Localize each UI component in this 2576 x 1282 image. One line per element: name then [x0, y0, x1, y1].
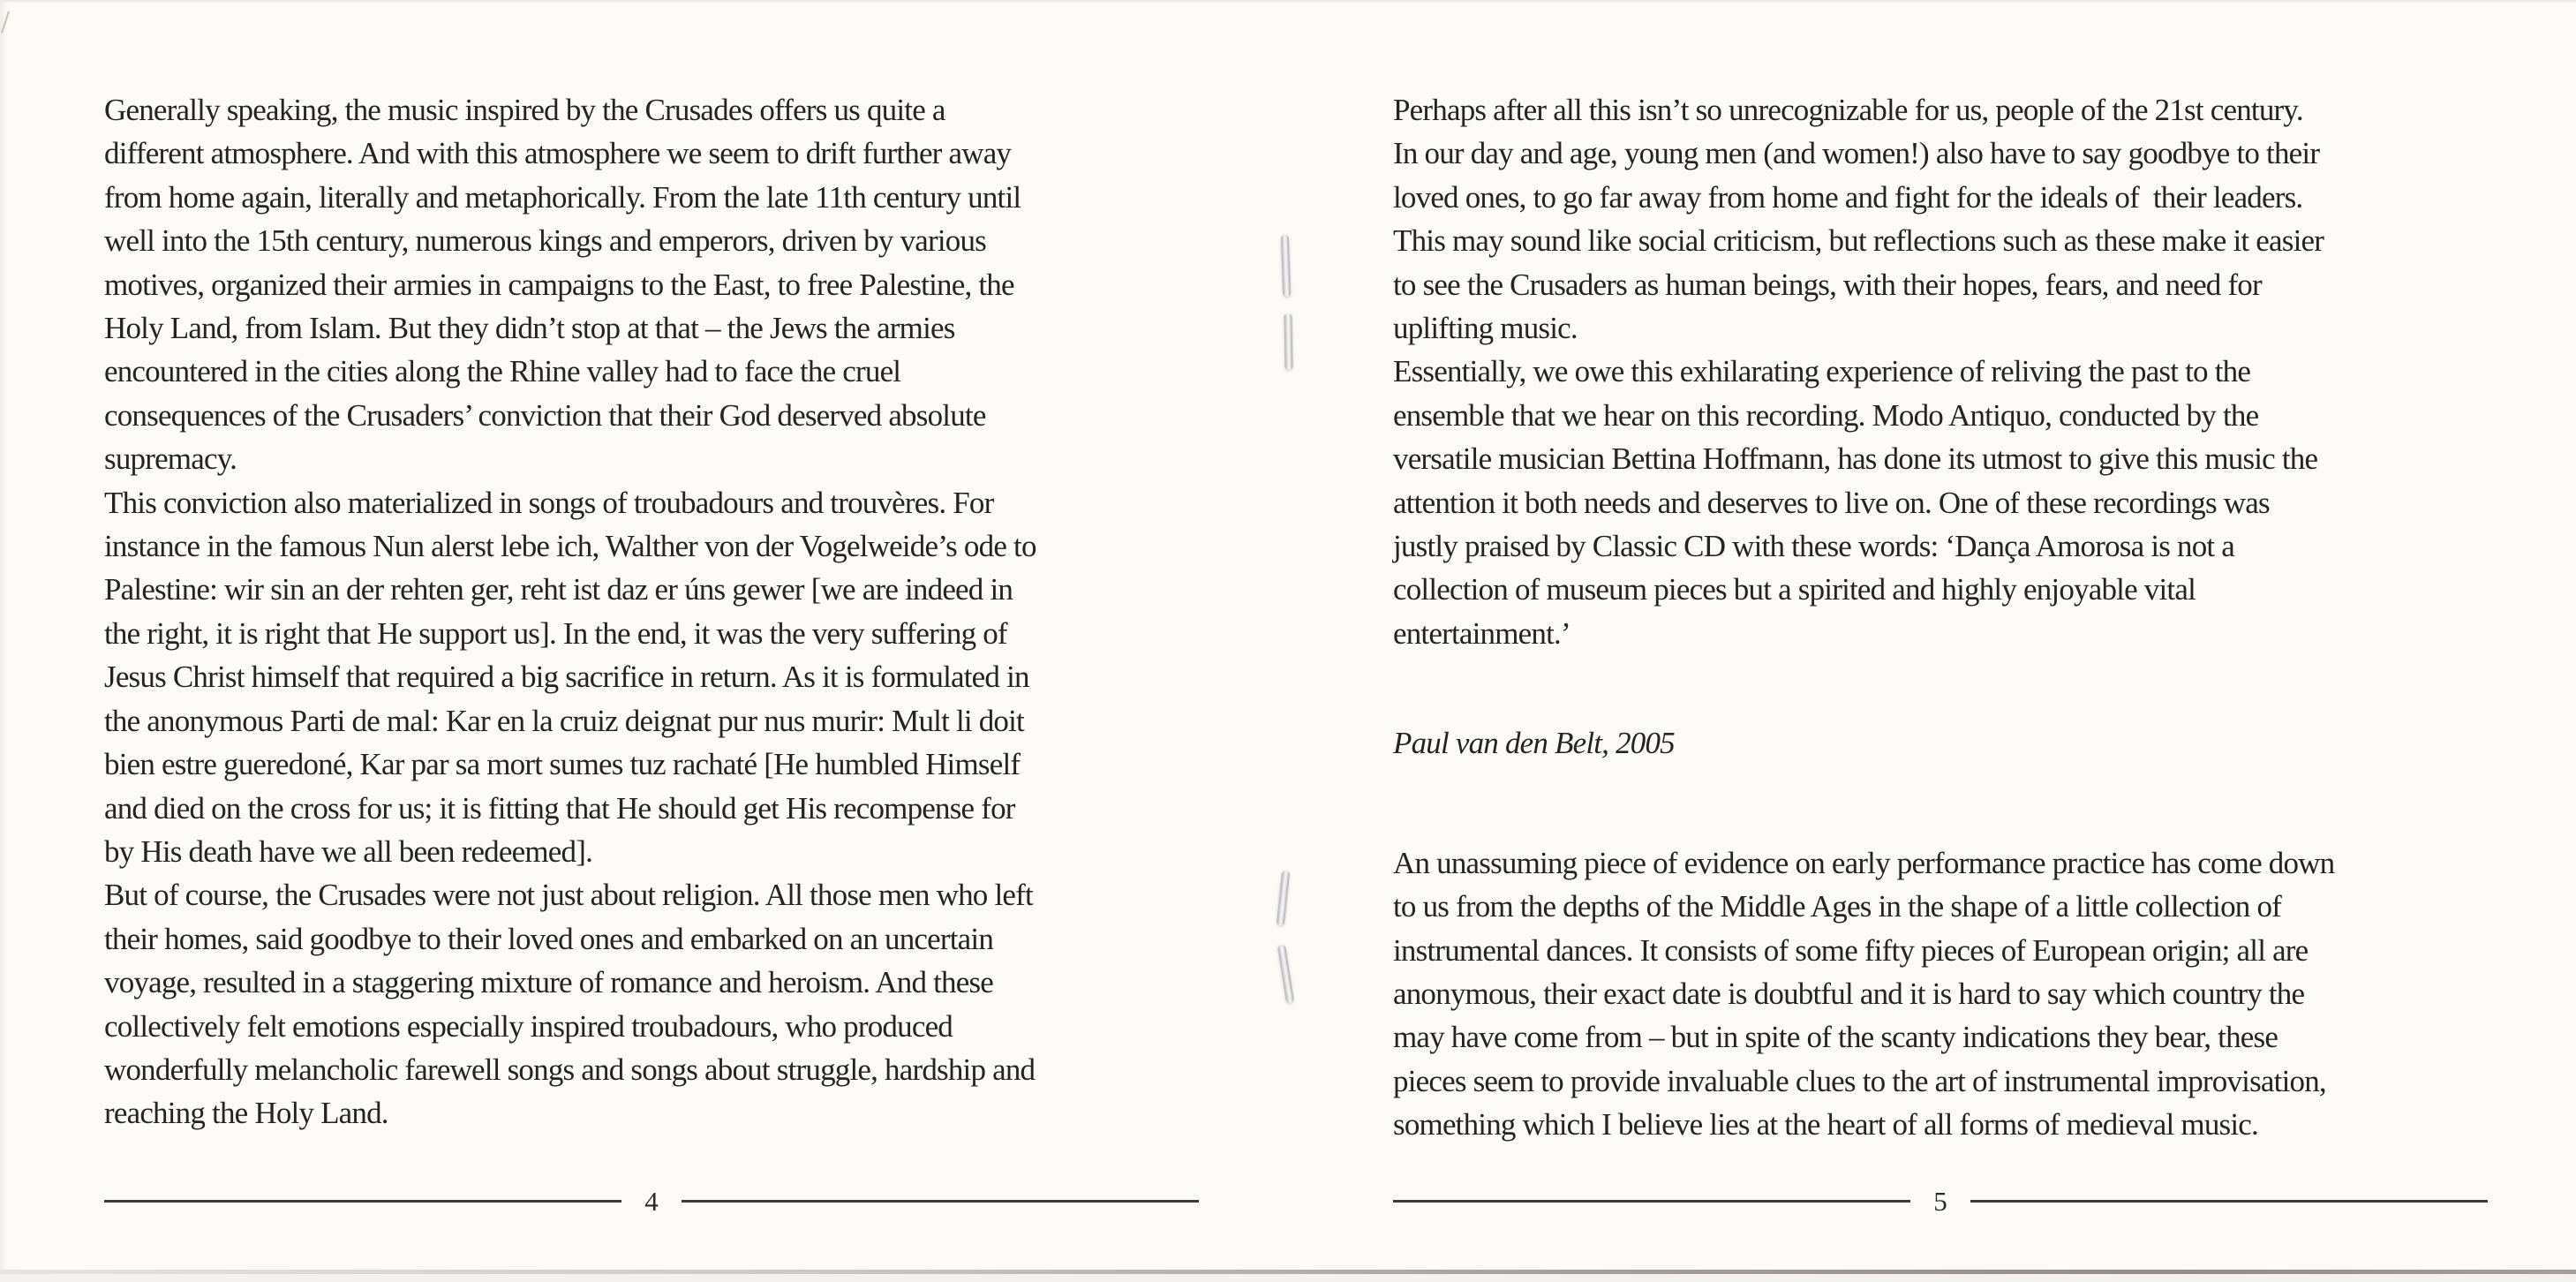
author-attribution: Paul van den Belt, 2005	[1393, 726, 1675, 761]
staple-leg	[1277, 945, 1294, 1004]
scan-left-edge	[0, 0, 8, 1282]
left-page-number: 4	[644, 1185, 659, 1217]
text-line: wonderfully melancholic farewell songs and songs about struggle, hardship and	[104, 1052, 1036, 1087]
text-line: the right, it is right that He support us]. In the end, it was the very suffering of	[104, 615, 1007, 651]
text-line: consequences of the Crusaders’ conviction that their God deserved absolute	[104, 397, 986, 433]
text-line: supremacy.	[104, 441, 237, 477]
text-line: reaching the Holy Land.	[104, 1096, 388, 1131]
staple-leg	[1284, 313, 1292, 370]
left-paragraph-2	[104, 481, 1252, 874]
text-line: Perhaps after all this isn’t so unrecognizable for us, people of the 21st century.	[1393, 93, 2303, 127]
left-page-footer	[104, 1181, 1199, 1220]
text-line: Generally speaking, the music inspired by the Crusades offers us quite a	[104, 93, 945, 127]
text-line: motives, organized their armies in campaigns to the East, to free Palestine, the	[104, 267, 1014, 302]
footer-rule	[1970, 1200, 2488, 1203]
text-line: collectively felt emotions especially inspired troubadours, who produced	[104, 1008, 953, 1044]
text-line: bien estre gueredoné, Kar par sa mort sumes tuz rachaté [He humbled Himself	[104, 747, 1021, 782]
text-line: In our day and age, young men (and women!) also have to say goodbye to their	[1393, 136, 2320, 171]
text-line: attention it both needs and deserves to live on. One of these recordings was	[1393, 485, 2270, 520]
text-line: ensemble that we hear on this recording. Modo Antiquo, conducted by the	[1393, 397, 2259, 433]
footer-rule	[104, 1200, 621, 1203]
right-text-column	[1393, 88, 2541, 1147]
right-page-footer	[1393, 1181, 2488, 1220]
left-paragraph-1	[104, 88, 1252, 481]
text-line: uplifting music.	[1393, 311, 1578, 346]
text-line: loved ones, to go far away from home and fight for the ideals of their leaders.	[1393, 179, 2303, 215]
text-line: voyage, resulted in a staggering mixture of romance and heroism. And these	[104, 965, 994, 1000]
text-line: instrumental dances. It consists of some fifty pieces of European origin; all are	[1393, 932, 2309, 968]
text-line: An unassuming piece of evidence on early performance practice has come down	[1393, 845, 2335, 880]
text-line: by His death have we all been redeemed].	[104, 833, 593, 869]
right-page-number: 5	[1933, 1185, 1947, 1217]
text-line: well into the 15th century, numerous kings and emperors, driven by various	[104, 223, 987, 259]
text-line: to us from the depths of the Middle Ages in the shape of a little collection of	[1393, 889, 2282, 924]
text-line: Jesus Christ himself that required a big sacrifice in return. As it is formulated in	[104, 660, 1029, 695]
text-line: pieces seem to provide invaluable clues to the art of instrumental improvisation,	[1393, 1063, 2326, 1098]
text-line: Holy Land, from Islam. But they didn’t stop at that – the Jews the armies	[104, 311, 955, 346]
text-line: This conviction also materialized in songs of troubadours and trouvères. For	[104, 485, 994, 520]
text-line: justly praised by Classic CD with these words: ‘Dança Amorosa is not a	[1393, 529, 2235, 564]
text-line: Palestine: wir sin an der rehten ger, reht ist daz er úns gewer [we are indeed in	[104, 572, 1013, 607]
text-line: instance in the famous Nun alerst lebe ich, Walther von der Vogelweide’s ode to	[104, 529, 1036, 564]
text-line: collection of museum pieces but a spirited and highly enjoyable vital	[1393, 572, 2196, 607]
text-line: may have come from – but in spite of the scanty indications they bear, these	[1393, 1020, 2278, 1055]
text-line: Essentially, we owe this exhilarating experience of reliving the past to the	[1393, 354, 2251, 389]
scan-top-edge	[0, 0, 2576, 4]
left-paragraph-3	[104, 873, 1252, 1135]
text-line: But of course, the Crusades were not just about religion. All those men who left	[104, 878, 1033, 913]
text-line: different atmosphere. And with this atmosphere we seem to drift further away	[104, 136, 1012, 171]
text-line: from home again, literally and metaphorically. From the late 11th century until	[104, 179, 1021, 215]
closing-paragraph	[1393, 841, 2541, 1147]
staple-leg	[1281, 235, 1291, 297]
footer-rule	[682, 1200, 1199, 1203]
text-line: This may sound like social criticism, but reflections such as these make it easier	[1393, 223, 2324, 259]
text-line: something which I believe lies at the heart of all forms of medieval music.	[1393, 1107, 2258, 1142]
footer-rule	[1393, 1200, 1910, 1203]
text-line: versatile musician Bettina Hoffmann, has done its utmost to give this music the	[1393, 441, 2318, 477]
text-line: anonymous, their exact date is doubtful and it is hard to say which country the	[1393, 976, 2305, 1011]
staple-leg	[1277, 871, 1290, 926]
text-line: the anonymous Parti de mal: Kar en la cruiz deignat pur nus murir: Mult li doit	[104, 703, 1024, 738]
text-line: entertainment.’	[1393, 615, 1570, 651]
text-line: their homes, said goodbye to their loved ones and embarked on an uncertain	[104, 921, 994, 956]
text-line: and died on the cross for us; it is fitting that He should get His recompense for	[104, 790, 1015, 826]
left-text-column	[104, 88, 1252, 1135]
text-line: to see the Crusaders as human beings, with their hopes, fears, and need for	[1393, 267, 2262, 302]
scan-bottom-strip	[0, 1274, 2576, 1282]
right-paragraph-1	[1393, 88, 2541, 350]
text-line: encountered in the cities along the Rhine valley had to face the cruel	[104, 354, 901, 389]
right-paragraph-2	[1393, 350, 2541, 655]
